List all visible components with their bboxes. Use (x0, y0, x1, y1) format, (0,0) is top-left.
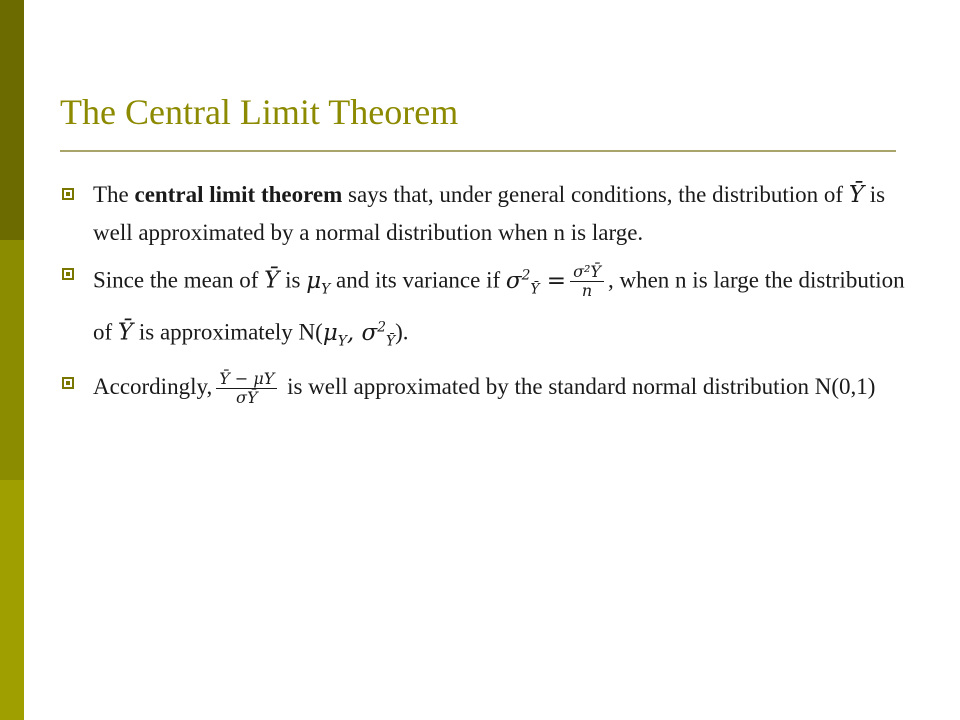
square-bullet-icon (62, 188, 74, 200)
bullet-item-mean-variance (60, 256, 910, 361)
side-bar-segment-top (0, 0, 24, 240)
title-divider (60, 150, 896, 152)
bullet-text: Accordingly, $\frac{Ȳ - \mu Y}{\sigma Ȳ}$ is well approximated by the standard normal distribution N(0,1) (93, 368, 876, 407)
side-bar-segment-bottom (0, 480, 24, 720)
bullet-item-clt-definition (60, 176, 910, 252)
variance-formula: $\sigma^2_Ȳ$ = $\frac{\text{σ²Ȳ}}{n}$ (506, 268, 608, 294)
ybar-symbol: Ȳ (264, 267, 280, 294)
side-accent-bar (0, 0, 24, 720)
square-bullet-icon (62, 377, 74, 389)
standardized-fraction: $\frac{Ȳ - \mu Y}{\sigma Ȳ}$ (216, 370, 277, 407)
bullet-text: The central limit theorem says that, under general conditions, the distribution of Ȳ is well approximated by a normal distribution when n is large. (93, 182, 886, 245)
bullet-item-standardized (60, 365, 910, 409)
bullet-text: Since the mean of Ȳ is $\mu_Y$ and its variance if $\sigma^2_Ȳ$ = $\frac{\text{σ²Ȳ}}{n}$ , when n is large the distribution of Ȳ is approximately $N(\mu_Y$, $\sigma^2_Ȳ$). (93, 262, 905, 350)
mu-y-symbol: $\mu_Y$ (306, 267, 331, 298)
normal-params: $\mu_Y$, $\sigma^2_Ȳ$ (322, 319, 396, 350)
square-bullet-icon (62, 268, 74, 280)
side-bar-segment-middle (0, 240, 24, 480)
ybar-symbol: Ȳ (117, 319, 134, 346)
bold-term: central limit theorem (134, 182, 343, 207)
ybar-symbol: Ȳ (848, 182, 865, 208)
bullet-list (60, 176, 910, 409)
slide-title: The Central Limit Theorem (60, 92, 459, 132)
variance-fraction: $\frac{\text{σ²Ȳ}}{n}$ (570, 263, 604, 300)
